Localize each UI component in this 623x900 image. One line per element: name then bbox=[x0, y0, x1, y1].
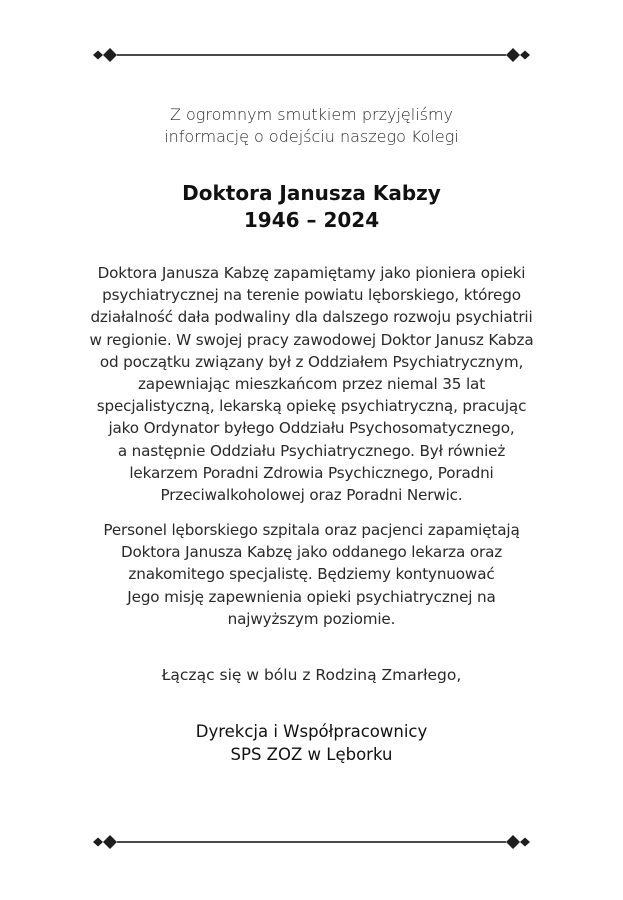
divider-ornament-icon bbox=[93, 835, 530, 849]
paragraph-line: zapewniając mieszkańcom przez niemal 35 lat bbox=[137, 375, 486, 394]
paragraph-line: Doktora Janusza Kabzę jako oddanego lekarza oraz bbox=[120, 543, 503, 562]
signature-line: SPS ZOZ w Lęborku bbox=[230, 745, 393, 764]
deceased-name: Doktora Janusza Kabzy bbox=[182, 181, 441, 205]
intro-text bbox=[60, 104, 563, 148]
deceased-years: 1946 – 2024 bbox=[243, 208, 380, 232]
remembrance-paragraph bbox=[60, 519, 563, 630]
paragraph-line: najwyższym poziomie. bbox=[227, 609, 396, 628]
signature bbox=[60, 720, 563, 766]
intro-line: Z ogromnym smutkiem przyjęliśmy bbox=[169, 105, 454, 124]
paragraph-line: w regionie. W swojej pracy zawodowej Doktor Janusz Kabza bbox=[89, 330, 534, 349]
paragraph-line: Doktora Janusza Kabzę zapamiętamy jako pioniera opieki bbox=[97, 264, 526, 282]
condolence-text: Łącząc się w bólu z Rodziną Zmarłego, bbox=[161, 666, 462, 684]
signature-line: Dyrekcja i Współpracownicy bbox=[195, 722, 428, 741]
paragraph-line: a następnie Oddziału Psychiatrycznego. Był również bbox=[117, 441, 506, 460]
paragraph-line: znakomitego specjalistę. Będziemy kontynuować bbox=[128, 565, 495, 584]
paragraph-line: Jego misję zapewnienia opieki psychiatrycznej na bbox=[127, 587, 496, 606]
paragraph-line: Personel lęborskiego szpitala oraz pacjenci zapamiętają bbox=[103, 521, 520, 539]
paragraph-line: działalność dała podwaliny dla dalszego rozwoju psychiatrii bbox=[90, 308, 533, 327]
paragraph-line: specjalistyczną, lekarską opiekę psychiatryczną, pracując bbox=[96, 397, 527, 416]
paragraph-line: Przeciwalkoholowej oraz Poradni Nerwic. bbox=[160, 486, 463, 505]
paragraph-line: psychiatrycznej na terenie powiatu lęborskiego, którego bbox=[102, 286, 521, 305]
divider-ornament-icon bbox=[93, 48, 530, 62]
deceased-heading bbox=[60, 180, 563, 234]
paragraph-line: od początku związany był z Oddziałem Psychiatrycznym, bbox=[99, 352, 524, 371]
biography-paragraph bbox=[60, 262, 563, 506]
paragraph-line: jako Ordynator byłego Oddziału Psychosomatycznego, bbox=[108, 419, 515, 438]
paragraph-line: lekarzem Poradni Zdrowia Psychicznego, Poradni bbox=[129, 463, 494, 482]
intro-line: informację o odejściu naszego Kolegi bbox=[164, 127, 459, 146]
